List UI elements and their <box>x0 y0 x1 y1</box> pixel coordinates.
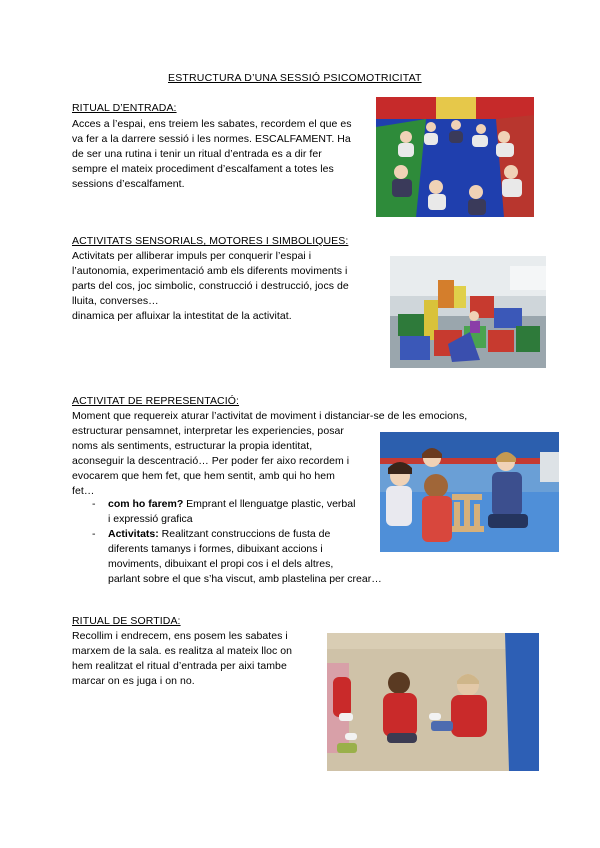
bullet-dash: - <box>92 528 96 540</box>
text-line: sempre el mateix procediment d’escalfament a totes les <box>72 163 334 175</box>
section-heading-ritual-sortida: RITUAL DE SORTIDA: <box>72 615 181 627</box>
text-line: l’autonomia, experimentació amb els diferents moviments i <box>72 265 348 277</box>
text-line: va fer a la darrere sessió i les normes. ESCALFAMENT. Ha <box>72 133 351 145</box>
bullet-text: Realitzant construccions de fusta de <box>158 528 331 540</box>
text-line: sessions d’escalfament. <box>72 178 185 190</box>
text-line: evocarem que hem fet, que hem sentit, amb qui ho hem <box>72 470 335 482</box>
text-line: noms als sentiments, estructurar la propia identitat, <box>72 440 313 452</box>
document-title: ESTRUCTURA D’UNA SESSIÓ PSICOMOTRICITAT <box>168 72 422 84</box>
bullet-text-cont: moviments, dibuixant el propi cos i el dels altres, <box>108 558 334 570</box>
bullet-text-cont: i expressió grafica <box>108 513 193 525</box>
bullet-text-cont: diferents tamanys i formes, dibuixant accions i <box>108 543 323 555</box>
text-line: Activitats per alliberar impuls per conquerir l’espai i <box>72 250 312 262</box>
text-line: fet… <box>72 485 95 497</box>
text-line: Acces a l’espai, ens treiem les sabates, recordem el que es <box>72 118 352 130</box>
text-line: marxem de la sala. es realitza al mateix lloc on <box>72 645 293 657</box>
section-heading-activitats: ACTIVITATS SENSORIALS, MOTORES I SIMBOLIQUES: <box>72 235 349 247</box>
text-line: aconseguir la descentració… Per poder fer aixo recordem i <box>72 455 350 467</box>
children-putting-on-shoes-photo <box>327 633 539 771</box>
text-line: parts del cos, joc simbolic, construcció i destrucció, jocs de <box>72 280 349 292</box>
children-building-wooden-blocks-photo <box>380 432 559 552</box>
text-line: estructurar pensamnet, interpretar les experiencies, posar <box>72 425 344 437</box>
bullet-label: Activitats: <box>108 528 159 540</box>
bullet-text: Emprant el llenguatge plastic, verbal <box>183 498 356 510</box>
bullet-item <box>108 528 330 540</box>
children-sitting-circle-on-mats-photo <box>376 97 534 217</box>
text-line: marcar on es juga i on no. <box>72 675 195 687</box>
soft-play-blocks-room-photo <box>390 256 546 368</box>
bullet-label: com ho farem? <box>108 498 184 510</box>
text-line: lluita, converses… <box>72 295 159 307</box>
text-line: Recollim i endrecem, ens posem les sabates i <box>72 630 288 642</box>
text-line: de ser una rutina i tenir un ritual d’entrada es a dir fer <box>72 148 322 160</box>
section-heading-representacio: ACTIVITAT DE REPRESENTACIÓ: <box>72 395 240 407</box>
bullet-dash: - <box>92 498 96 510</box>
text-line: dinamica per afluixar la intestitat de la activitat. <box>72 310 292 322</box>
section-heading-ritual-entrada: RITUAL D’ENTRADA: <box>72 102 177 114</box>
text-line: Moment que requereix aturar l’activitat de moviment i distanciar-se de les emocions, <box>72 410 468 422</box>
bullet-text-cont: parlant sobre el que s’ha viscut, amb plastelina per crear… <box>108 573 382 585</box>
bullet-item <box>108 498 355 510</box>
text-line: hem realitzat el ritual d’entrada per aixi tambe <box>72 660 287 672</box>
